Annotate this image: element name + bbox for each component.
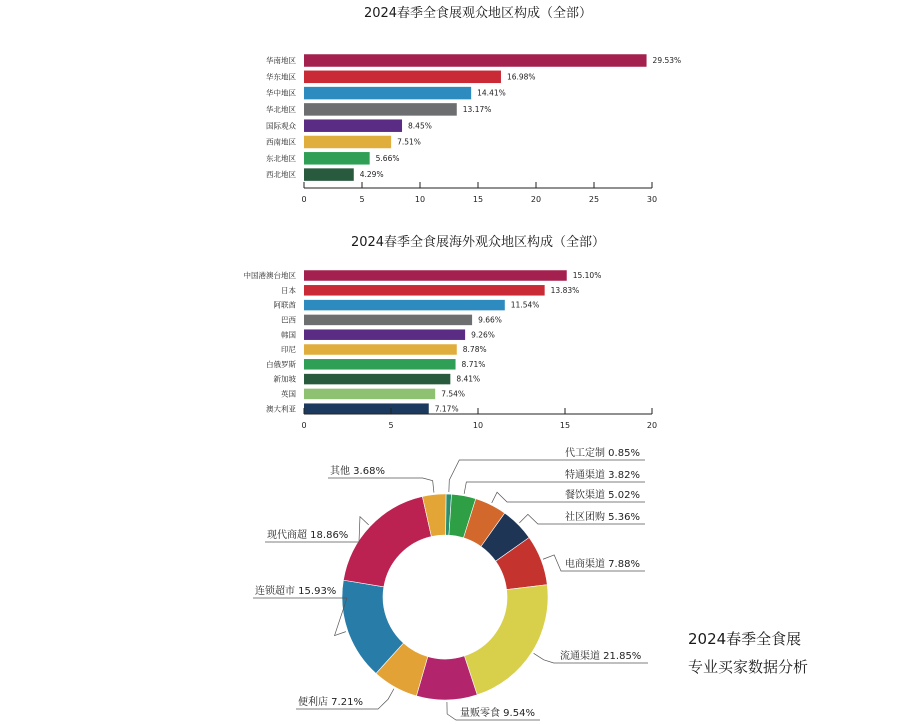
chart2-value-label: 13.83% [550, 285, 580, 295]
chart1-bar [304, 54, 647, 67]
chart2-category-label: 澳大利亚 [266, 404, 296, 414]
chart1-bar [304, 71, 501, 84]
donut-slice-label: 连锁超市 15.93% [255, 586, 337, 597]
chart1-value-label: 4.29% [359, 170, 384, 180]
donut-slice-label: 现代商超 18.86% [267, 530, 349, 541]
chart2-bar [304, 344, 457, 355]
chart2-category-label: 印尼 [281, 345, 296, 355]
chart2-bar [304, 389, 435, 400]
chart2-category-label: 巴西 [281, 315, 296, 325]
chart2-value-label: 8.78% [462, 345, 487, 355]
chart2-value-label: 7.54% [441, 389, 466, 399]
donut-slice-label: 电商渠道 7.88% [565, 559, 640, 570]
regional-bar-chart [266, 5, 681, 204]
chart2-category-label: 日本 [281, 285, 296, 295]
chart2-bar [304, 300, 505, 311]
chart1-bar [304, 152, 370, 165]
chart2-title: 2024春季全食展海外观众地区构成（全部） [350, 235, 606, 250]
donut-slice [464, 585, 548, 695]
donut-slice-label: 代工定制 0.85% [565, 448, 640, 459]
chart1-tick-label: 10 [414, 195, 426, 204]
chart2-bar [304, 285, 545, 296]
chart1-tick-label: 25 [588, 195, 600, 204]
chart2-value-label: 8.71% [461, 359, 486, 369]
overseas-bar-chart [244, 234, 658, 430]
chart2-value-label: 7.17% [434, 404, 459, 414]
chart2-category-label: 英国 [281, 389, 296, 399]
chart1-category-label: 西北地区 [266, 170, 296, 180]
donut-slice-label: 餐饮渠道 5.02% [565, 490, 640, 501]
chart1-category-label: 华南地区 [266, 56, 296, 66]
side-note-line2: 专业买家数据分析 [688, 658, 809, 676]
chart1-value-label: 13.17% [462, 105, 492, 114]
chart1-tick-label: 0 [301, 195, 307, 204]
chart1-category-label: 华北地区 [266, 105, 296, 114]
chart2-tick-label: 20 [646, 421, 658, 430]
donut-slice-label: 流通渠道 21.85% [560, 651, 642, 662]
channel-donut-chart [253, 446, 648, 720]
chart2-bar [304, 359, 456, 370]
chart2-tick-label: 15 [559, 421, 571, 430]
chart2-bar [304, 374, 450, 385]
chart2-bar [304, 329, 465, 340]
chart1-bar [304, 168, 354, 181]
side-note-line1: 2024春季全食展 [688, 630, 802, 648]
chart1-category-label: 西南地区 [266, 137, 296, 147]
donut-leader-line [253, 598, 347, 636]
chart1-value-label: 29.53% [652, 56, 682, 66]
donut-slice-label: 特通渠道 3.82% [565, 470, 640, 481]
chart2-category-label: 新加坡 [273, 374, 296, 384]
chart1-tick-label: 30 [646, 195, 658, 204]
chart1-bar [304, 119, 402, 132]
chart2-bar [304, 270, 567, 281]
chart2-tick-label: 5 [388, 421, 394, 430]
chart1-tick-label: 15 [472, 195, 484, 204]
chart2-value-label: 9.26% [471, 330, 495, 340]
chart2-tick-label: 0 [301, 421, 307, 430]
chart1-tick-label: 5 [359, 195, 365, 204]
chart2-tick-label: 10 [472, 421, 484, 430]
chart1-bar [304, 87, 471, 100]
chart1-title: 2024春季全食展观众地区构成（全部） [363, 6, 593, 21]
chart1-bar [304, 136, 391, 149]
donut-slice-label: 社区团购 5.36% [565, 512, 640, 523]
chart2-category-label: 中国港澳台地区 [243, 271, 296, 281]
chart1-tick-label: 20 [530, 195, 542, 204]
donut-slice-label: 其他 3.68% [330, 466, 385, 477]
donut-slice-label: 便利店 7.21% [298, 697, 363, 708]
chart2-category-label: 阿联酋 [273, 300, 296, 310]
chart1-value-label: 8.45% [408, 121, 432, 131]
chart2-value-label: 11.54% [510, 300, 540, 310]
chart1-category-label: 东北地区 [266, 153, 296, 163]
donut-slice-label: 量贩零食 9.54% [460, 708, 535, 719]
chart2-category-label: 韩国 [281, 330, 296, 340]
chart1-value-label: 14.41% [477, 88, 506, 98]
chart2-value-label: 8.41% [456, 374, 481, 384]
chart2-category-label: 白俄罗斯 [266, 359, 296, 369]
chart1-category-label: 华中地区 [266, 88, 296, 98]
chart2-bar [304, 315, 472, 326]
chart2-value-label: 9.66% [478, 315, 502, 325]
chart1-category-label: 华东地区 [266, 72, 296, 82]
donut-leader-line [328, 478, 434, 493]
chart1-value-label: 7.51% [397, 137, 421, 147]
chart2-bar [304, 403, 429, 414]
chart1-value-label: 16.98% [506, 72, 536, 82]
chart1-bar [304, 103, 457, 116]
chart1-value-label: 5.66% [375, 153, 400, 163]
chart2-value-label: 15.10% [572, 271, 602, 281]
chart1-category-label: 国际观众 [266, 121, 296, 131]
